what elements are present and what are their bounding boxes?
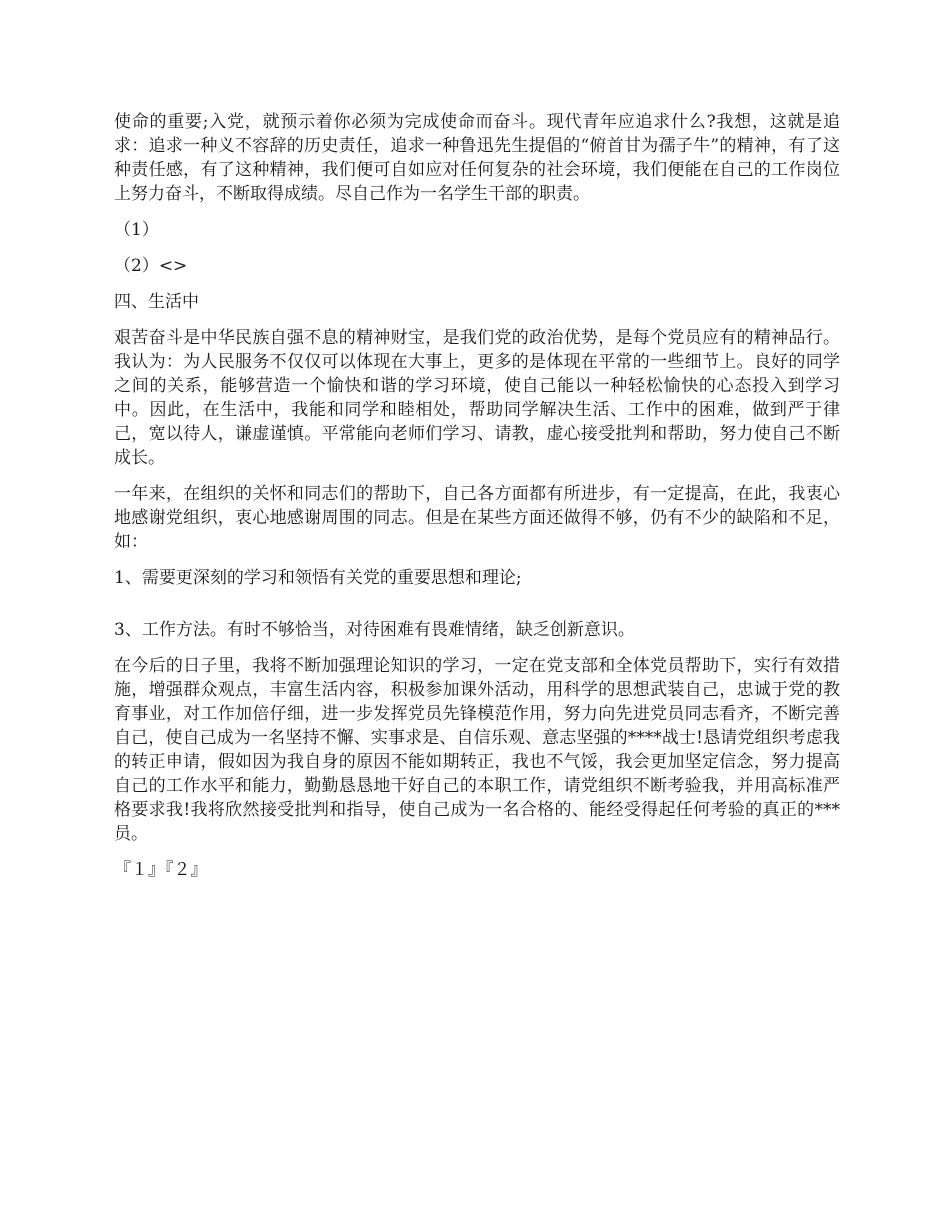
list-item-1: （1） — [114, 220, 159, 240]
list-item-2: （2）<> — [114, 256, 188, 276]
shortcoming-item-1: 1、需要更深刻的学习和领悟有关党的重要思想和理论; — [114, 568, 522, 588]
paragraph-mission: 使命的重要;入党，就预示着你必须为完成使命而奋斗。现代青年应追求什么?我想，这就是追求：追求一种义不容辞的历史责任，追求一种鲁迅先生提倡的“俯首甘为孺子牛”的精神，有了这种责任感，有了这种精神，我们便可自如应对任何复杂的社会环境，我们便能在自己的工作岗位上努力奋斗，不断取得成绩。尽自己作为一名学生干部的职责。 — [114, 112, 840, 204]
paragraph-year-review: 一年来，在组织的关怀和同志们的帮助下，自己各方面都有所进步，有一定提高，在此，我衷心地感谢党组织，衷心地感谢周围的同志。但是在某些方面还做得不够，仍有不少的缺陷和不足，如： — [114, 484, 840, 552]
paragraph-future-plan: 在今后的日子里，我将不断加强理论知识的学习，一定在党支部和全体党员帮助下，实行有效措施，增强群众观点，丰富生活内容，积极参加课外活动，用科学的思想武装自己，忠诚于党的教育事业，对工作加倍仔细，进一步发挥党员先锋模范作用，努力向先进党员同志看齐，不断完善自己，使自己成为一名坚持不懈、实事求是、自信乐观、意志坚强的****战士!恳请党组织考虑我的转正申请，假如因为我自身的原因不能如期转正，我也不气馁，我会更加坚定信念，努力提高自己的工作水平和能力，勤勤恳恳地干好自己的本职工作，请党组织不断考验我，并用高标准严格要求我!我将欣然接受批判和指导，使自己成为一名合格的、能经受得起任何考验的真正的***员。 — [114, 656, 840, 844]
document-body — [114, 110, 840, 894]
section-heading-life: 四、生活中 — [114, 292, 199, 312]
shortcoming-item-3: 3、工作方法。有时不够恰当，对待困难有畏难情绪，缺乏创新意识。 — [114, 620, 635, 640]
paragraph-hard-work: 艰苦奋斗是中华民族自强不息的精神财宝，是我们党的政治优势，是每个党员应有的精神品行。我认为：为人民服务不仅仅可以体现在大事上，更多的是体现在平常的一些细节上。良好的同学之间的关系，能够营造一个愉快和谐的学习环境，使自己能以一种轻松愉快的心态投入到学习中。因此，在生活中，我能和同学和睦相处，帮助同学解决生活、工作中的困难，做到严于律己，宽以待人，谦虚谨慎。平常能向老师们学习、请教，虚心接受批判和帮助，努力使自己不断成长。 — [114, 328, 840, 468]
pagination-links[interactable]: 『１』『２』 — [114, 860, 208, 880]
